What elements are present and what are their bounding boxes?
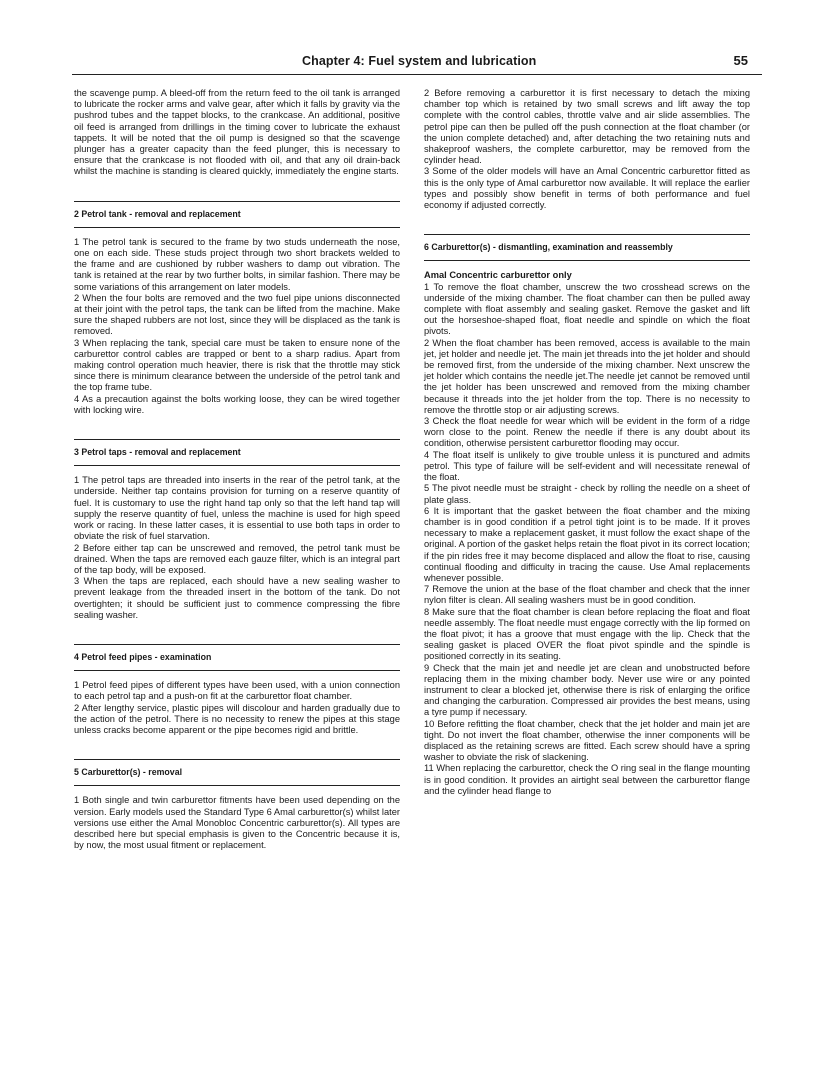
right-column: [424, 88, 750, 797]
paragraph: 1 Petrol feed pipes of different types have been used, with a union connection to each petrol tap and a push-on fit at the carburettor float chamber.: [74, 680, 400, 702]
page-number: 55: [733, 53, 748, 68]
paragraph: 1 The petrol taps are threaded into inserts in the rear of the petrol tank, at the underside. Neither tap contains provision for turning on a reserve quantity of fuel. It is customary to use the right hand tap only so that the left hand tap will supply the reserve quantity of fuel, unless the machine is used for high speed work or racing. In these latter cases, it is essential to use both taps in order to obviate the risk of fuel starvation.: [74, 475, 400, 542]
paragraph: 2 Before either tap can be unscrewed and removed, the petrol tank must be drained. When the taps are removed each gauze filter, which is an integral part of the tap body, will be exposed.: [74, 542, 400, 575]
section-heading-carburettor-removal: 5 Carburettor(s) - removal: [74, 759, 400, 786]
paragraph: 1 To remove the float chamber, unscrew the two crosshead screws on the underside of the mixing chamber. The float chamber can then be pulled away complete with float assembly and sealing gasket. Remove the gasket and lift out the horseshoe-shaped float, float needle and spindle on which the float pivots.: [424, 281, 750, 337]
paragraph: 8 Make sure that the float chamber is clean before replacing the float and float needle assembly. The float needle must engage correctly with the lip formed on the float pivot; it has a groove that must engage with the lip. Check that the sealing gasket is placed OVER the float pivot spindle and the spindle is positioned correctly in its seating.: [424, 606, 750, 662]
paragraph: 11 When replacing the carburettor, check the O ring seal in the flange mounting is in good condition. It provides an airtight seal between the carburettor flange and the cylinder head flange to: [424, 763, 750, 796]
subheading-amal-concentric: Amal Concentric carburettor only: [424, 270, 572, 281]
paragraph: 10 Before refitting the float chamber, check that the jet holder and main jet are tight. Do not invert the float chamber, otherwise the inner components will be displaced as the retaining screws are fitted. Each screw should have a spring washer to obviate the risk of slackening.: [424, 718, 750, 763]
paragraph: 7 Remove the union at the base of the float chamber and check that the inner nylon filter is clean. All sealing washers must be in good condition.: [424, 584, 750, 606]
section-heading-feed-pipes: 4 Petrol feed pipes - examination: [74, 644, 400, 671]
paragraph: 1 Both single and twin carburettor fitments have been used depending on the version. Early models used the Standard Type 6 Amal carburettor(s) whilst later versions use either the Amal Monobloc Concentric carburettor(s). All types are described here but special emphasis is given to the Concentric because it is, by now, the most usual fitment or replacement.: [74, 795, 400, 851]
section-heading-petrol-tank: 2 Petrol tank - removal and replacement: [74, 201, 400, 228]
chapter-title: Chapter 4: Fuel system and lubrication: [302, 54, 537, 68]
paragraph: 3 Some of the older models will have an Amal Concentric carburettor fitted as this is the only type of Amal carburettor now available. It will replace the earlier types and possibly show benefit in terms of both performance and fuel economy if adjusted correctly.: [424, 166, 750, 211]
paragraph: 6 It is important that the gasket between the float chamber and the mixing chamber is in good condition if a petrol tight joint is to be made. If it proves necessary to make a replacement gasket, it must follow the exact shape of the original. A portion of the gasket helps retain the float pivot in its correct location; if the pin rides free it may become displaced and allow the float to rise, causing continual flooding and difficulty in tracing the cause. Use Amal replacements whenever possible.: [424, 505, 750, 583]
paragraph: 2 When the four bolts are removed and the two fuel pipe unions disconnected at their joint with the petrol taps, the tank can be lifted from the machine. Make sure the shaped rubbers are not lost, since they will be displaced as the tank is removed.: [74, 292, 400, 337]
paragraph: 5 The pivot needle must be straight - check by rolling the needle on a sheet of plate glass.: [424, 483, 750, 505]
section-heading-petrol-taps: 3 Petrol taps - removal and replacement: [74, 439, 400, 466]
paragraph: 4 The float itself is unlikely to give trouble unless it is punctured and admits petrol. This type of failure will be self-evident and will necessitate renewal of the float.: [424, 449, 750, 483]
intro-paragraph: the scavenge pump. A bleed-off from the return feed to the oil tank is arranged to lubricate the rocker arms and valve gear, after which it falls by gravity via the pushrod tubes and the tappet blocks, to the crankcase. An additional, positive oil feed is arranged from drillings in the timing cover to lubricate the exhaust tappets. It will be noted that the oil pump is designed so that the scavenge plunger has a greater capacity than the feed plunger, this is necessary to ensure that the crankcase is not flooded with oil, and that any oil drain-back whilst the machine is standing is cleared quickly, immediately the engine starts.: [74, 88, 400, 177]
paragraph: 3 Check the float needle for wear which will be evident in the form of a ridge worn close to the point. Renew the needle if there is any doubt about its condition, otherwise persistent carburettor flooding may occur.: [424, 416, 750, 449]
paragraph: 3 When replacing the tank, special care must be taken to ensure none of the carburettor control cables are trapped or bent to a sharp radius. Apart from making control operation much heavier, there is risk that the throttle may stick since there is minimum clearance between the underside of the petrol tank and the top frame tube.: [74, 337, 400, 393]
paragraph: 2 When the float chamber has been removed, access is available to the main jet, jet holder and needle jet. The main jet threads into the jet holder and should be removed first, from the underside of the mixing chamber. Next unscrew the jet holder which contains the needle jet.The needle jet cannot be removed until the jet holder has been unscrewed and removed from the mixing chamber because it threads into the jet holder from the top. There is no necessity to remove the throttle stop or air adjusting screws.: [424, 337, 750, 415]
section-heading-carburettor-dismantling: 6 Carburettor(s) - dismantling, examination and reassembly: [424, 234, 750, 261]
page-header: [72, 52, 762, 75]
paragraph: 2 After lengthy service, plastic pipes will discolour and harden gradually due to the action of the petrol. There is no necessity to renew the pipes at this stage unless cracks become apparent or the pipe becomes rigid and brittle.: [74, 702, 400, 735]
left-column: [74, 88, 400, 851]
paragraph: 3 When the taps are replaced, each should have a new sealing washer to prevent leakage from the threaded insert in the bottom of the tank. Do not overtighten; it should be sufficient just to commence compressing the fibre sealing washer.: [74, 576, 400, 620]
paragraph: 2 Before removing a carburettor it is first necessary to detach the mixing chamber top which is retained by two small screws and lift away the top complete with the control cables, throttle valve and air slide assemblies. The petrol pipe can then be pulled off the push connection at the float chamber (or the union complete detached) and, after detaching the two retaining nuts and shakeproof washers, the complete carburettor, may be removed from the cylinder head.: [424, 88, 750, 166]
paragraph: 9 Check that the main jet and needle jet are clean and unobstructed before replacing them in the mixing chamber body. Never use wire or any pointed instrument to clear a blocked jet, otherwise there is risk of enlarging the orifice and changing the carburation. Compressed air provides the best means, using a tyre pump if necessary.: [424, 662, 750, 718]
paragraph: 4 As a precaution against the bolts working loose, they can be wired together with locking wire.: [74, 393, 400, 415]
paragraph: 1 The petrol tank is secured to the frame by two studs underneath the nose, one on each side. These studs project through two short brackets welded to the frame and are cushioned by rubber washers to damp out vibration. The tank is retained at the rear by two further bolts, in similar fashion. There may be some variations of this arrangement on later models.: [74, 236, 400, 292]
